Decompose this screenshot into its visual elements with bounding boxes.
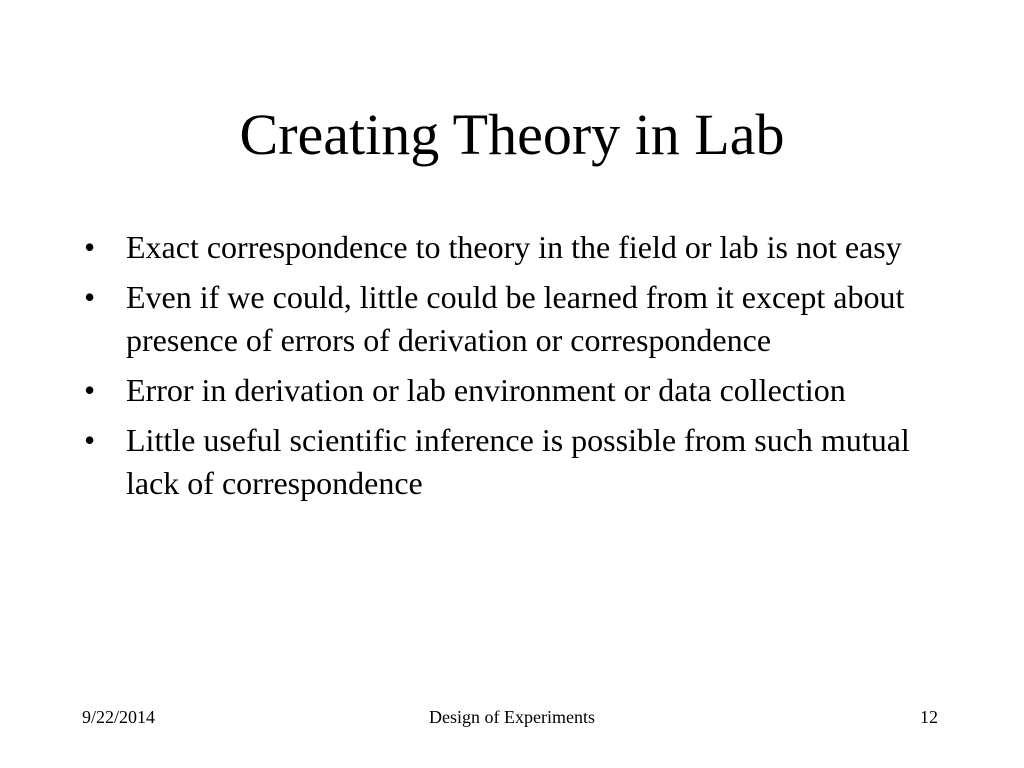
bullet-text: Little useful scientific inference is possible from such mutual lack of correspondence — [126, 422, 910, 501]
bullet-item — [80, 276, 930, 362]
bullet-item — [80, 226, 930, 269]
bullet-text: Exact correspondence to theory in the field or lab is not easy — [126, 229, 902, 265]
slide-title: Creating Theory in Lab — [239, 102, 785, 167]
bullet-item — [80, 369, 930, 412]
bullet-icon: • — [84, 422, 96, 458]
footer-date: 9/22/2014 — [82, 707, 156, 727]
bullet-list — [80, 226, 930, 512]
footer-title: Design of Experiments — [429, 707, 595, 727]
bullet-text: Even if we could, little could be learned from it except about presence of errors of derivation or correspondence — [126, 279, 905, 358]
bullet-text: Error in derivation or lab environment or data collection — [126, 372, 846, 408]
slide-number: 12 — [920, 707, 938, 727]
bullet-icon: • — [84, 372, 96, 408]
bullet-icon: • — [84, 229, 96, 265]
bullet-item — [80, 419, 930, 505]
bullet-icon: • — [84, 279, 96, 315]
